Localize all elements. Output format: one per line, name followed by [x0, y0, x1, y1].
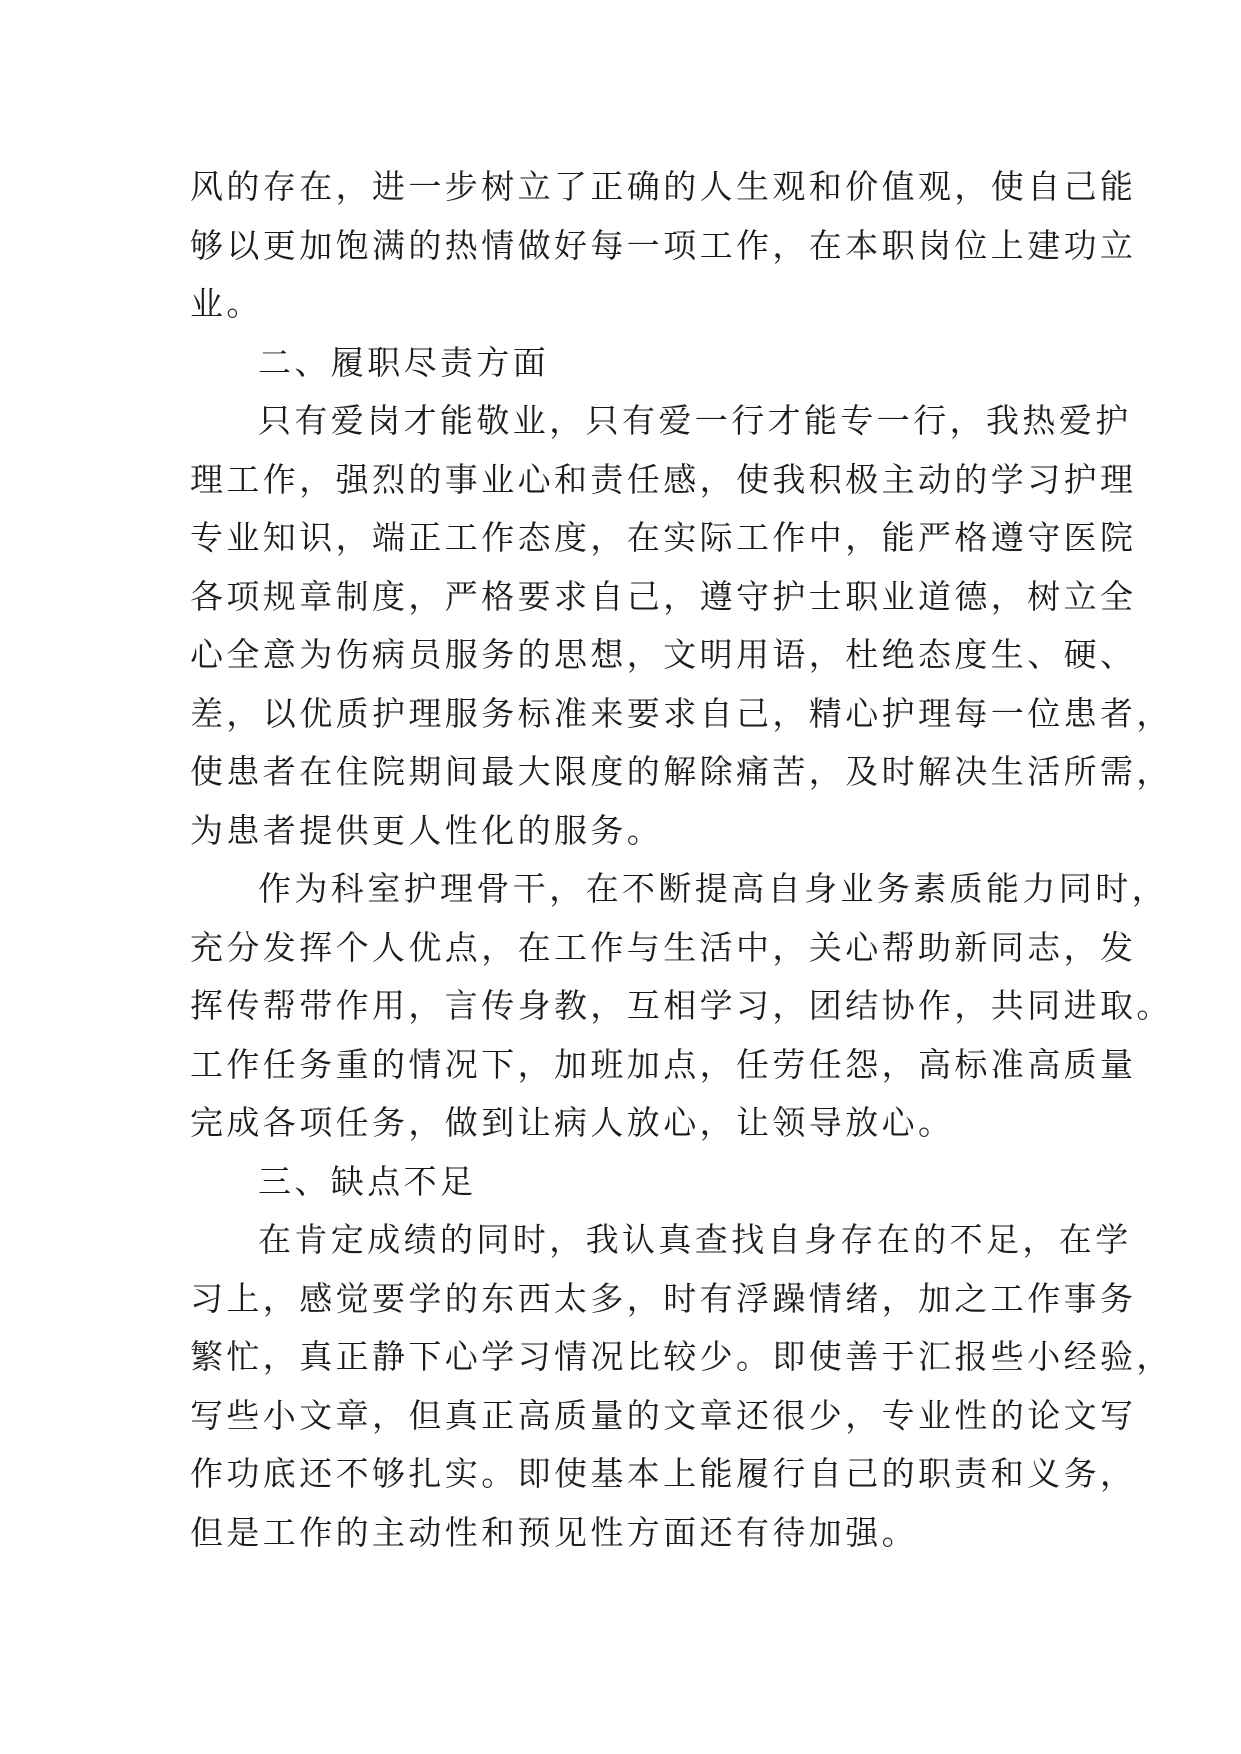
paragraph-line: 完成各项任务，做到让病人放心，让领导放心。: [190, 1103, 955, 1142]
document-body: [190, 158, 1173, 1562]
paragraph-line: 但是工作的主动性和预见性方面还有待加强。: [190, 1512, 918, 1552]
paragraph-line: 差，以优质护理服务标准来要求自己，精心护理每一位患者，: [190, 693, 1173, 733]
paragraph-line: 使患者在住院期间最大限度的解除痛苦，及时解决生活所需，: [190, 752, 1173, 791]
section-heading: 三、缺点不足: [258, 1161, 477, 1201]
paragraph-line: 业。: [190, 284, 263, 323]
paragraph-line: 心全意为伤病员服务的思想，文明用语，杜绝态度生、硬、: [190, 635, 1137, 674]
section-heading: 二、履职尽责方面: [258, 342, 550, 382]
paragraph-line: 各项规章制度，严格要求自己，遵守护士职业道德，树立全: [190, 576, 1137, 616]
paragraph-line: 在肯定成绩的同时，我认真查找自身存在的不足，在学: [258, 1220, 1132, 1259]
paragraph-line: 挥传帮带作用，言传身教，互相学习，团结协作，共同进取。: [190, 986, 1173, 1025]
paragraph-line: 繁忙，真正静下心学习情况比较少。即使善于汇报些小经验，: [190, 1337, 1173, 1376]
paragraph-line: 充分发挥个人优点，在工作与生活中，关心帮助新同志，发: [190, 927, 1137, 967]
paragraph-line: 理工作，强烈的事业心和责任感，使我积极主动的学习护理: [190, 459, 1137, 499]
paragraph-line: 只有爱岗才能敬业，只有爱一行才能专一行，我热爱护: [258, 401, 1132, 440]
paragraph-line: 作为科室护理骨干，在不断提高自身业务素质能力同时，: [258, 869, 1168, 908]
paragraph-line: 风的存在，进一步树立了正确的人生观和价值观，使自己能: [190, 167, 1137, 206]
paragraph-line: 够以更加饱满的热情做好每一项工作，在本职岗位上建功立: [190, 225, 1137, 265]
paragraph-line: 工作任务重的情况下，加班加点，任劳任怨，高标准高质量: [190, 1044, 1137, 1084]
paragraph-line: 写些小文章，但真正高质量的文章还很少，专业性的论文写: [190, 1395, 1137, 1435]
paragraph-line: 专业知识，端正工作态度，在实际工作中，能严格遵守医院: [190, 518, 1137, 557]
paragraph-line: 习上，感觉要学的东西太多，时有浮躁情绪，加之工作事务: [190, 1278, 1137, 1318]
paragraph-line: 作功底还不够扎实。即使基本上能履行自己的职责和义务，: [190, 1454, 1137, 1493]
paragraph-line: 为患者提供更人性化的服务。: [190, 810, 664, 850]
